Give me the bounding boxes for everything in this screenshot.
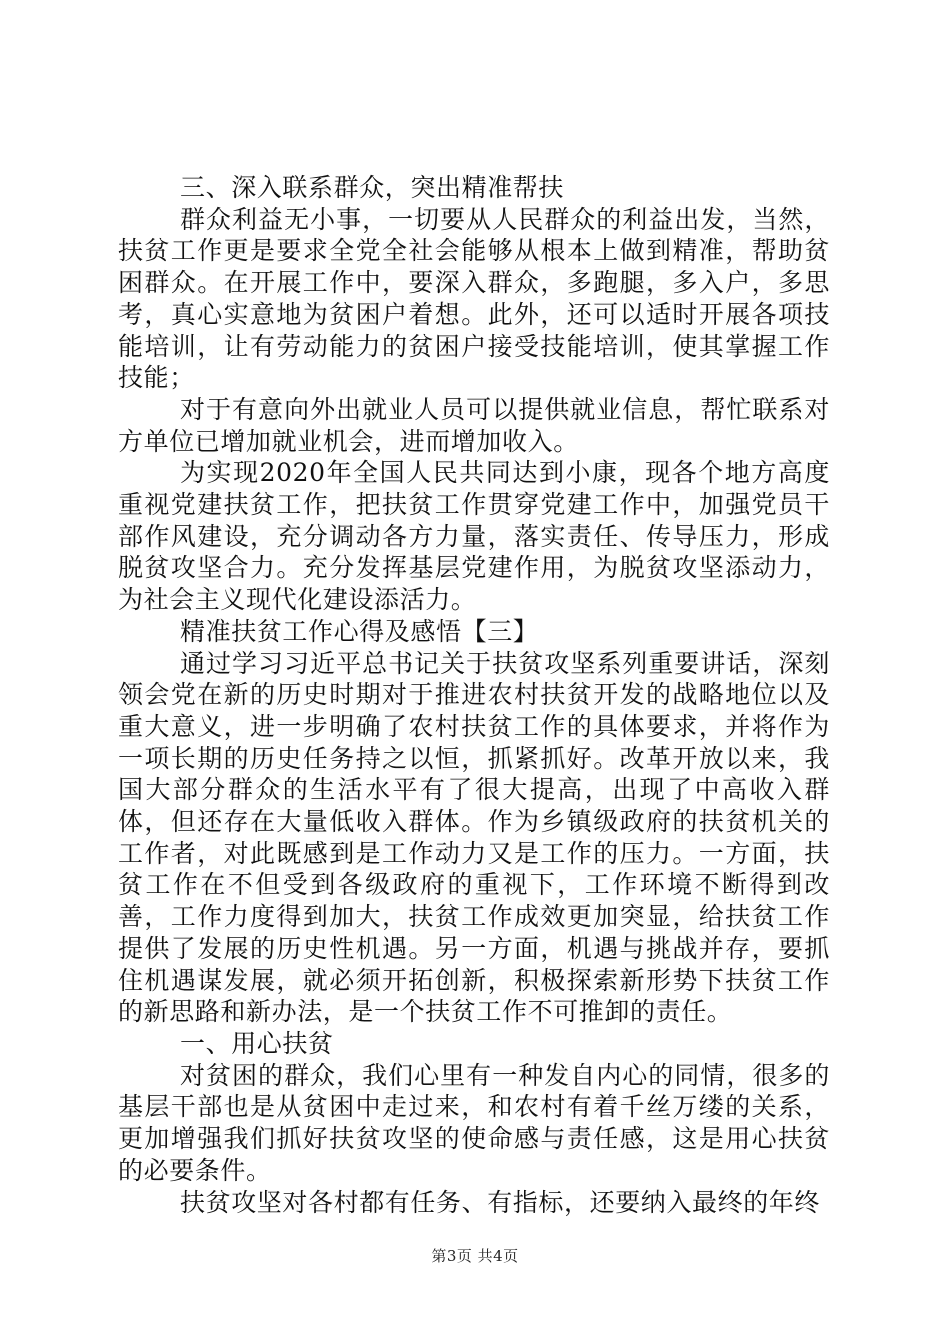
- paragraph: 通过学习习近平总书记关于扶贫攻坚系列重要讲话，深刻领会党在新的历史时期对于推进农村扶贫开发的战略地位以及重大意义，进一步明确了农村扶贫工作的具体要求，并将作为一项长期的历史任务持之以恒，抓紧抓好。改革开放以来，我国大部分群众的生活水平有了很大提高，出现了中高收入群体，但还存在大量低收入群体。作为乡镇级政府的扶贫机关的工作者，对此既感到是工作动力又是工作的压力。一方面，扶贫工作在不但受到各级政府的重视下，工作环境不断得到改善，工作力度得到加大，扶贫工作成效更加突显，给扶贫工作提供了发展的历史性机遇。另一方面，机遇与挑战并存，要抓住机遇谋发展，就必须开拓创新，积极探索新形势下扶贫工作的新思路和新办法，是一个扶贫工作不可推卸的责任。: [118, 648, 830, 1027]
- paragraph: 为实现2020年全国人民共同达到小康，现各个地方高度重视党建扶贫工作，把扶贫工作贯穿党建工作中，加强党员干部作风建设，充分调动各方力量，落实责任、传导压力，形成脱贫攻坚合力。充分发挥基层党建作用，为脱贫攻坚添动力，为社会主义现代化建设添活力。: [118, 458, 830, 615]
- article-title: 精准扶贫工作心得及感悟【三】: [180, 616, 539, 646]
- paragraph: 对贫困的群众，我们心里有一种发自内心的同情，很多的基层干部也是从贫困中走过来，和农村有着千丝万缕的关系，更加增强我们抓好扶贫攻坚的使命感与责任感，这是用心扶贫的必要条件。: [118, 1060, 830, 1185]
- paragraph: 对于有意向外出就业人员可以提供就业信息，帮忙联系对方单位已增加就业机会，进而增加收入。: [118, 394, 830, 456]
- paragraph: 扶贫攻坚对各村都有任务、有指标，还要纳入最终的年终: [180, 1187, 821, 1217]
- page-number-label: 第3页 共4页: [431, 1247, 519, 1265]
- section-heading-1: 一、用心扶贫: [180, 1028, 334, 1058]
- page-footer: [0, 1246, 950, 1266]
- paragraph: 群众利益无小事，一切要从人民群众的利益出发，当然，扶贫工作更是要求全党全社会能够从根本上做到精准，帮助贫困群众。在开展工作中，要深入群众，多跑腿，多入户，多思考，真心实意地为贫困户着想。此外，还可以适时开展各项技能培训，让有劳动能力的贫困户接受技能培训，使其掌握工作技能；: [118, 204, 830, 393]
- section-heading-3: 三、深入联系群众，突出精准帮扶: [180, 173, 565, 202]
- document-body: [118, 172, 830, 1218]
